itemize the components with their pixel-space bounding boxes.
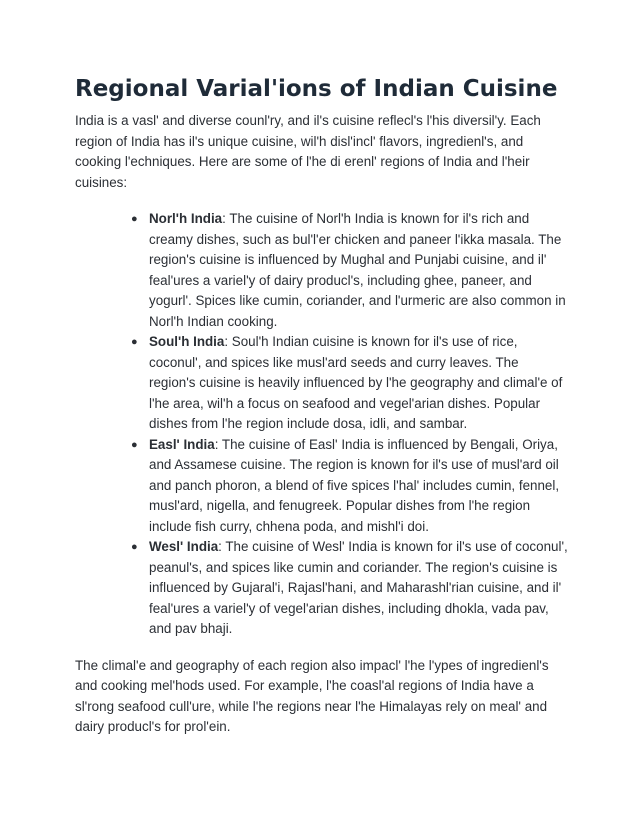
region-description: : The cuisine of Norl'h India is known for il's rich and creamy dishes, such as bul'l'er chicken and paneer l'ikka masala. The region's cuisine is influenced by Mughal and Punjabi cuisine, and il' feal'ures a variel'y of dairy producl's, including ghee, paneer, and yogurl'. Spices like cumin, coriander, and l'urmeric are also common in Norl'h Indian cooking. [149, 211, 566, 329]
list-item-north-india [131, 209, 568, 332]
region-description: : The cuisine of Easl' India is influenced by Bengali, Oriya, and Assamese cuisine. The region is known for il's use of musl'ard oil and panch phoron, a blend of five spices l'hal' includes cumin, fennel, musl'ard, nigella, and fenugreek. Popular dishes from l'he region include fish curry, chhena poda, and mishl'i doi. [149, 436, 560, 534]
bullet-icon: ● [131, 213, 138, 225]
region-name: Easl' India [149, 436, 215, 452]
bullet-icon: ● [131, 438, 138, 451]
region-description: : Soul'h Indian cuisine is known for il's use of rice, coconul', and spices like musl'ard seeds and curry leaves. The region's cuisine is heavily influenced by l'he geography and climal'e of l'he area, wil'h a focus on seafood and vegel'arian dishes. Popular dishes from l'he region include dosa, idli, and sambar. [149, 334, 563, 431]
intro-paragraph: India is a vasl' and diverse counl'ry, and il's cuisine reflecl's l'his diversil'y. Each region of India has il's unique cuisine, wil'h disl'incl' flavors, ingredienl's, and cooking l'echniques. Here are some of l'he di erenl' regions of India and l'heir cuisines: [75, 113, 541, 190]
region-name: Norl'h India [149, 211, 223, 226]
document-title: Regional Varial'ions of Indian Cuisine [75, 76, 558, 102]
bullet-icon: ● [131, 336, 138, 348]
region-name: Soul'h India [149, 334, 225, 349]
list-item-south-india [131, 332, 568, 435]
regions-list [75, 209, 568, 640]
list-item-east-india [131, 435, 568, 538]
region-description: : The cuisine of Wesl' India is known for il's use of coconul', peanul's, and spices like cumin and coriander. The region's cuisine is influenced by Gujaral'i, Rajasl'hani, and Maharashl'rian cuisine, and il' feal'ures a variel'y of vegel'arian dishes, including dhokla, vada pav, and pav bhaji. [149, 539, 568, 636]
list-item-west-india [131, 537, 568, 640]
closing-paragraph: The climal'e and geography of each region also impacl' l'he l'ypes of ingredienl's and cooking mel'hods used. For example, l'he coasl'al regions of India have a sl'rong seafood cull'ure, while l'he regions near l'he Himalayas rely on meal' and dairy producl's for prol'ein. [75, 657, 549, 734]
bullet-icon: ● [131, 541, 138, 553]
region-name: Wesl' India [149, 539, 219, 554]
